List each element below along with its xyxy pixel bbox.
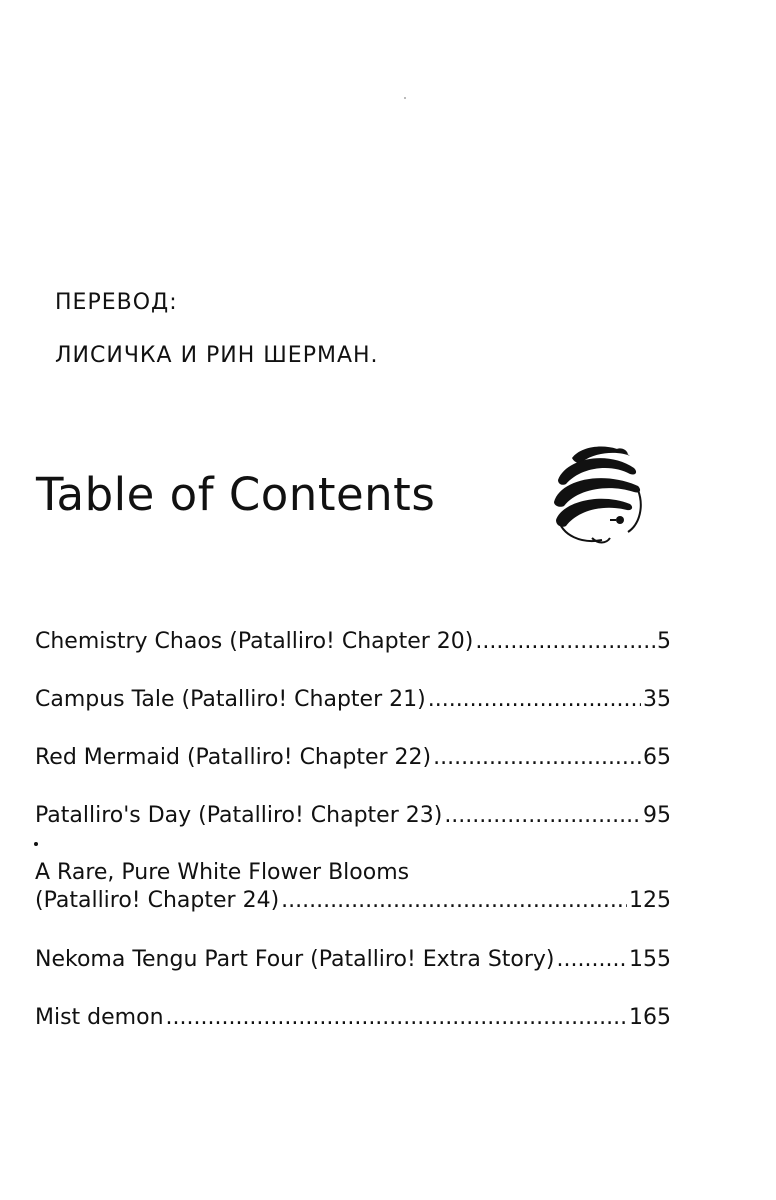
toc-entry-page: 35 — [643, 687, 671, 712]
toc-leader-dots — [475, 628, 655, 656]
toc-entry-page: 165 — [629, 1005, 671, 1030]
toc-leader-dots — [428, 686, 641, 714]
page-title: Table of Contents — [36, 468, 436, 521]
stray-dot — [34, 842, 38, 846]
toc-entry-title: Chemistry Chaos (Patalliro! Chapter 20) — [35, 629, 474, 654]
credits-heading: ПЕРЕВОД: — [55, 290, 178, 315]
credits-names: ЛИСИЧКА И РИН ШЕРМАН. — [55, 343, 379, 368]
toc-entry-page: 5 — [657, 629, 671, 654]
toc-entry[interactable] — [35, 628, 671, 656]
toc-leader-dots — [433, 744, 641, 772]
toc-leader-dots — [444, 802, 641, 830]
toc-entry[interactable] — [35, 1004, 671, 1032]
toc-entry[interactable] — [35, 802, 671, 830]
toc-entry-page: 125 — [629, 888, 671, 913]
toc-leader-dots — [166, 1004, 627, 1032]
toc-leader-dots — [557, 946, 627, 974]
toc-entry-page: 95 — [643, 803, 671, 828]
patalliro-head-logo-icon — [552, 440, 644, 546]
toc-entry-title: (Patalliro! Chapter 24) — [35, 888, 280, 913]
toc-entry-title-line1: A Rare, Pure White Flower Blooms — [35, 860, 410, 885]
toc-entry-title: Mist demon — [35, 1005, 164, 1030]
toc-entry-title: Campus Tale (Patalliro! Chapter 21) — [35, 687, 426, 712]
toc-entry[interactable] — [35, 946, 671, 974]
toc-entry[interactable] — [35, 686, 671, 714]
toc-entry-title: Nekoma Tengu Part Four (Patalliro! Extra Story) — [35, 947, 555, 972]
toc-entry-title: Patalliro's Day (Patalliro! Chapter 23) — [35, 803, 443, 828]
toc-leader-dots — [281, 887, 627, 915]
toc-entry-page: 155 — [629, 947, 671, 972]
scan-speck — [404, 97, 406, 99]
toc-entry[interactable] — [35, 859, 671, 915]
toc-entry-title: Red Mermaid (Patalliro! Chapter 22) — [35, 745, 432, 770]
toc-entry-page: 65 — [643, 745, 671, 770]
toc-entry[interactable] — [35, 744, 671, 772]
